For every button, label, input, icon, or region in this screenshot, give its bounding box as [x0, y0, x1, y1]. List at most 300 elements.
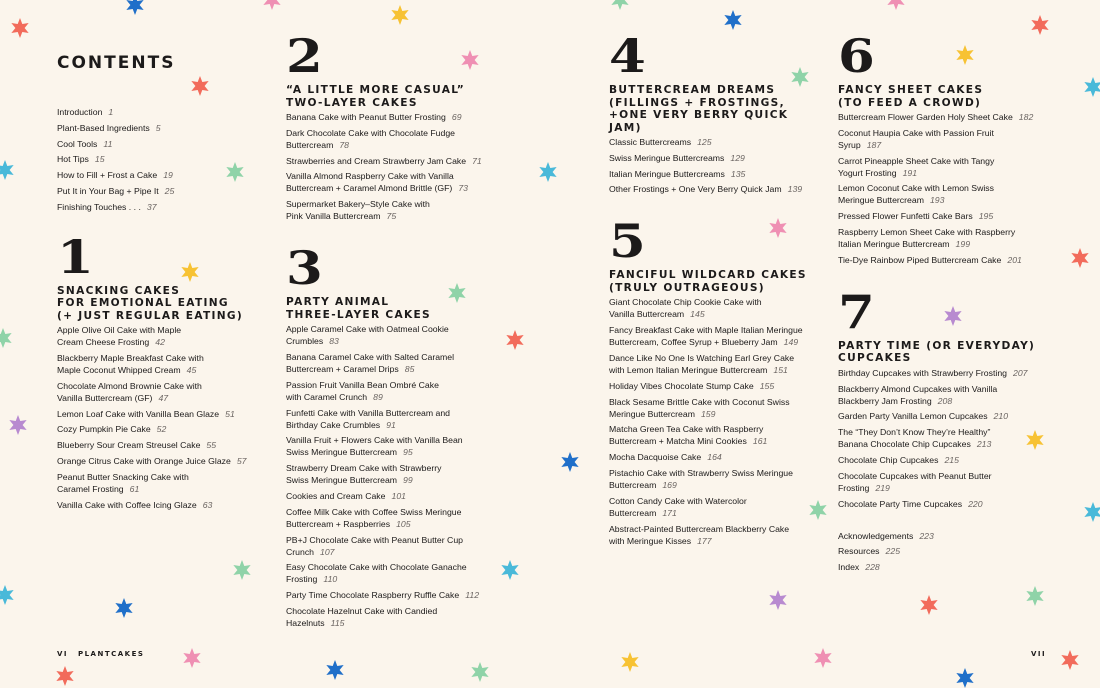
entry-title-line: Buttercream [609, 479, 657, 490]
entry-title-line: Buttercream [609, 507, 657, 518]
entry-title-line: with Lemon Italian Meringue Buttercream [609, 364, 768, 375]
book-title: PLANTCAKES [77, 650, 145, 658]
entry-title-line: Lemon Loaf Cake with Vanilla Bean Glaze [57, 408, 220, 419]
chapter-title-line: (+ JUST REGULAR EATING) [57, 309, 244, 322]
toc-entry [609, 183, 819, 195]
entry-title-line: Vanilla Fruit + Flowers Cake with Vanilla Bean [286, 435, 463, 446]
entry-page-number: 101 [391, 490, 406, 501]
chapter-title-line: (FILLINGS + FROSTINGS, [609, 96, 785, 109]
entry-title-line: Buttercream Flower Garden Holy Sheet Cake [838, 112, 1013, 122]
entry-title-line: Caramel Frosting [57, 483, 124, 494]
toc-entry [286, 589, 501, 601]
entry-title-line: Banana Cake with Peanut Butter Frosting [286, 112, 446, 122]
toc-entry [286, 434, 501, 458]
toc-entry [609, 396, 819, 420]
toc-entry [286, 561, 501, 585]
entry-title-line: Passion Fruit Vanilla Bean Ombré Cake [286, 379, 439, 390]
column-3 [609, 29, 819, 550]
toc-entry [838, 498, 1058, 510]
toc-entry [609, 168, 819, 180]
entry-title-line: Put It in Your Bag + Pipe It [57, 185, 159, 196]
star-icon [560, 452, 580, 472]
column-4 [838, 29, 1058, 577]
star-icon [620, 652, 640, 672]
entry-title-line: Dance Like No One Is Watching Earl Grey Cake [609, 352, 795, 363]
entry-title-line: Strawberries and Cream Strawberry Jam Cake [286, 155, 467, 166]
entry-title-line: Index [838, 562, 860, 573]
entry-title-line: Matcha Green Tea Cake with Raspberry [609, 424, 764, 435]
entry-page-number: 187 [866, 139, 882, 150]
toc-entry [838, 410, 1058, 422]
entry-title-line: Peanut Butter Snacking Cake with [57, 471, 189, 482]
toc-entry [57, 455, 262, 467]
star-icon [919, 595, 939, 615]
entry-page-number: 91 [386, 419, 396, 430]
entry-title-line: Frosting [838, 482, 870, 493]
toc-entry [57, 423, 262, 435]
toc-entry [286, 534, 501, 558]
entry-title-line: Chocolate Hazelnut Cake with Candied [286, 605, 438, 616]
toc-entry [609, 152, 819, 164]
toc-entry [838, 155, 1058, 179]
entry-title-line: Orange Citrus Cake with Orange Juice Glaze [57, 456, 231, 467]
star-icon [55, 666, 75, 686]
entry-title-line: Meringue Buttercream [838, 195, 924, 206]
entry-title-line: Vanilla Buttercream (GF) [57, 392, 153, 403]
star-icon [325, 660, 345, 680]
chapter-title [609, 269, 819, 294]
entry-title-line: Blueberry Sour Cream Streusel Cake [57, 440, 201, 451]
chapter-6 [838, 29, 1058, 266]
entry-title-line: Cookies and Cream Cake [286, 490, 386, 501]
entry-title-line: Birthday Cupcakes with Strawberry Frosting [838, 367, 1007, 378]
entry-title-line: Cool Tools [57, 138, 98, 149]
chapter-title-line: PARTY ANIMAL [286, 296, 390, 309]
entry-page-number: 112 [465, 590, 480, 601]
chapter-title-line: THREE-LAYER CAKES [286, 308, 431, 321]
chapter-title [286, 296, 501, 321]
entry-title-line: Crumbles [286, 336, 324, 347]
entry-page-number: 135 [730, 168, 746, 179]
entry-title-line: Italian Meringue Buttercream [838, 238, 950, 249]
star-icon [182, 648, 202, 668]
entry-page-number: 37 [146, 201, 157, 212]
toc-entry [57, 380, 262, 404]
toc-entry [609, 451, 819, 463]
entry-title-line: Apple Caramel Cake with Oatmeal Cookie [286, 324, 449, 335]
entry-title-line: Swiss Meringue Buttercream [286, 475, 398, 486]
entry-page-number: 57 [236, 456, 247, 467]
entry-page-number: 115 [330, 617, 345, 628]
chapter-number: 4 [609, 29, 646, 83]
entry-page-number: 201 [1007, 254, 1022, 265]
entry-page-number: 55 [206, 440, 217, 451]
entry-page-number: 107 [320, 546, 335, 557]
entry-title-line: Other Frostings + One Very Berry Quick Jam [609, 184, 782, 195]
entry-title-line: Banana Chocolate Chip Cupcakes [838, 439, 971, 450]
star-icon [610, 0, 630, 10]
chapter-title [286, 84, 501, 109]
toc-entry [286, 170, 501, 194]
toc-entry [57, 138, 262, 150]
star-icon [1083, 77, 1100, 97]
entry-title-line: Coffee Milk Cake with Coffee Swiss Meringue [286, 506, 462, 517]
intro-list [57, 106, 262, 213]
entry-title-line: Frosting [286, 574, 318, 585]
chapter-title-line: CUPCAKES [838, 352, 912, 365]
entry-title-line: Buttercream + Caramel Almond Brittle (GF) [286, 183, 453, 194]
entry-title-line: How to Fill + Frost a Cake [57, 170, 158, 181]
entry-page-number: 71 [472, 155, 482, 166]
entry-page-number: 42 [155, 337, 165, 348]
entry-title-line: PB+J Chocolate Cake with Peanut Butter Cup [286, 534, 463, 545]
entry-page-number: 52 [156, 424, 167, 435]
chapter-title [838, 340, 1058, 365]
entry-title-line: Coconut Haupia Cake with Passion Fruit [838, 127, 994, 138]
toc-entry [286, 198, 501, 222]
entry-title-line: The “They Don’t Know They’re Healthy” [838, 427, 991, 438]
chapter-2 [286, 29, 501, 222]
star-icon [768, 590, 788, 610]
toc-entry [286, 462, 501, 486]
toc-entry [286, 111, 501, 123]
toc-entry [838, 111, 1058, 123]
toc-entry [57, 439, 262, 451]
entry-page-number: 220 [968, 498, 983, 509]
entry-title-line: Carrot Pineapple Sheet Cake with Tangy [838, 155, 995, 166]
entry-page-number: 155 [759, 380, 775, 391]
entry-title-line: Fancy Breakfast Cake with Maple Italian Meringue [609, 325, 803, 336]
star-icon [232, 560, 252, 580]
entry-page-number: 5 [155, 122, 161, 133]
entry-title-line: Blackberry Almond Cupcakes with Vanilla [838, 383, 998, 394]
chapter-title-line: FANCY SHEET CAKES [838, 84, 984, 96]
entry-page-number: 191 [902, 167, 918, 178]
entry-title-line: Blackberry Jam Frosting [838, 395, 932, 406]
footer-left [57, 650, 144, 658]
entry-page-number: 19 [163, 170, 173, 181]
entry-page-number: 61 [129, 483, 140, 494]
toc-entry [57, 324, 262, 348]
column-1 [57, 53, 262, 514]
toc-entry [57, 201, 262, 213]
entry-page-number: 89 [373, 391, 383, 402]
entry-title-line: Banana Caramel Cake with Salted Caramel [286, 351, 455, 362]
chapter-title-line: +ONE VERY BERRY QUICK JAM) [609, 109, 789, 134]
toc-entry [838, 426, 1058, 450]
star-icon [390, 5, 410, 25]
toc-entry [286, 323, 501, 347]
chapter-title-line: FOR EMOTIONAL EATING [57, 297, 229, 310]
entry-title-line: with Caramel Crunch [286, 391, 368, 402]
entry-page-number: 164 [707, 452, 722, 463]
entry-title-line: Meringue Buttercream [609, 408, 695, 419]
entry-title-line: Chocolate Chip Cupcakes [838, 454, 939, 465]
entry-title-line: Resources [838, 546, 880, 557]
toc-entry [838, 454, 1058, 466]
entry-title-line: Buttercream + Raspberries [286, 518, 391, 529]
star-icon [1030, 15, 1050, 35]
entry-page-number: 215 [944, 454, 959, 465]
entry-title-line: Chocolate Cupcakes with Peanut Butter [838, 470, 992, 481]
chapter-title-line: “A LITTLE MORE CASUAL” [286, 84, 466, 96]
entry-title-line: Lemon Coconut Cake with Lemon Swiss [838, 183, 994, 194]
back-matter-list [838, 530, 1058, 574]
entry-page-number: 15 [94, 154, 105, 165]
star-icon [0, 160, 15, 180]
entry-page-number: 219 [875, 482, 890, 493]
entry-page-number: 151 [773, 364, 788, 375]
star-icon [8, 415, 28, 435]
star-icon [1060, 650, 1080, 670]
toc-entry [286, 155, 501, 167]
entry-page-number: 195 [978, 211, 994, 222]
entry-page-number: 78 [339, 139, 349, 150]
entry-title-line: Introduction [57, 107, 103, 117]
entry-page-number: 125 [697, 137, 712, 147]
entry-page-number: 85 [404, 363, 415, 374]
toc-entry [838, 470, 1058, 494]
entry-title-line: Cream Cheese Frosting [57, 337, 150, 348]
toc-entry [609, 352, 819, 376]
column-2 [286, 29, 501, 633]
chapter-number: 1 [57, 229, 94, 284]
toc-entry [609, 380, 819, 392]
page-number-right: VII [1031, 650, 1047, 658]
toc-entry [838, 367, 1058, 379]
entry-page-number: 213 [976, 439, 992, 450]
entry-page-number: 47 [158, 392, 169, 403]
toc-entry [838, 383, 1058, 407]
entry-title-line: Buttercream + Matcha Mini Cookies [609, 436, 747, 447]
toc-entry [286, 351, 501, 375]
entry-title-line: with Meringue Kisses [609, 535, 692, 546]
entry-title-line: Supermarket Bakery–Style Cake with [286, 199, 430, 210]
entry-page-number: 182 [1018, 112, 1034, 122]
entry-page-number: 171 [662, 507, 677, 518]
entry-page-number: 223 [919, 530, 934, 541]
entry-page-number: 63 [202, 499, 213, 510]
entry-title-line: Finishing Touches . . . [57, 201, 141, 212]
entry-page-number: 199 [955, 238, 971, 249]
entry-page-number: 99 [403, 475, 413, 486]
star-icon [0, 328, 13, 348]
toc-entry [609, 136, 819, 148]
toc-entry [286, 605, 501, 629]
toc-entry [57, 352, 262, 376]
entry-title-line: Giant Chocolate Chip Cookie Cake with [609, 297, 762, 308]
toc-entry [838, 545, 1058, 557]
entry-page-number: 159 [700, 408, 716, 419]
entry-title-line: Plant-Based Ingredients [57, 122, 150, 133]
chapter-title [609, 84, 819, 134]
entry-title-line: Cozy Pumpkin Pie Cake [57, 424, 151, 435]
toc-entry [609, 467, 819, 491]
chapter-title-line: (TRULY OUTRAGEOUS) [609, 281, 765, 294]
entry-title-line: Apple Olive Oil Cake with Maple [57, 325, 182, 336]
star-icon [723, 10, 743, 30]
entry-title-line: Italian Meringue Buttercreams [609, 168, 725, 179]
entry-title-line: Cotton Candy Cake with Watercolor [609, 495, 747, 506]
entry-title-line: Syrup [838, 139, 861, 150]
chapter-title-line: SNACKING CAKES [57, 284, 181, 297]
entry-page-number: 110 [323, 574, 338, 585]
entry-title-line: Pink Vanilla Buttercream [286, 211, 381, 222]
star-icon [1070, 248, 1090, 268]
toc-entry [609, 296, 819, 320]
footer-right [1031, 650, 1046, 658]
entry-title-line: Vanilla Buttercream [609, 309, 685, 320]
entry-title-line: Hazelnuts [286, 617, 325, 628]
entry-page-number: 208 [937, 395, 953, 406]
entry-title-line: Birthday Cake Crumbles [286, 419, 381, 430]
star-icon [1025, 586, 1045, 606]
chapter-title-line: BUTTERCREAM DREAMS [609, 84, 776, 96]
toc-entry [57, 185, 262, 197]
star-icon [470, 662, 490, 682]
entry-title-line: Black Sesame Brittle Cake with Coconut Swiss [609, 396, 790, 407]
toc-entry [57, 153, 262, 165]
toc-entry [609, 495, 819, 519]
entry-page-number: 228 [865, 562, 880, 573]
star-icon [955, 668, 975, 688]
entry-title-line: Pressed Flower Funfetti Cake Bars [838, 211, 973, 222]
entry-page-number: 75 [386, 211, 397, 222]
chapter-number: 2 [286, 29, 323, 83]
entry-title-line: Swiss Meringue Buttercreams [609, 152, 725, 163]
entry-title-line: Mocha Dacquoise Cake [609, 452, 702, 463]
toc-entry [609, 423, 819, 447]
toc-entry [838, 530, 1058, 542]
star-icon [813, 648, 833, 668]
toc-entry [838, 226, 1058, 250]
entry-page-number: 51 [225, 408, 235, 419]
toc-entry [286, 127, 501, 151]
entry-title-line: Easy Chocolate Cake with Chocolate Ganache [286, 562, 467, 573]
entry-title-line: Maple Coconut Whipped Cream [57, 365, 181, 376]
entry-page-number: 149 [783, 337, 799, 348]
entry-title-line: Chocolate Almond Brownie Cake with [57, 380, 202, 391]
chapter-title-line: (TO FEED A CROWD) [838, 96, 982, 109]
entry-page-number: 161 [752, 436, 768, 447]
entry-title-line: Vanilla Cake with Coffee Icing Glaze [57, 499, 197, 510]
toc-entry [57, 106, 262, 118]
contents-title: CONTENTS [57, 53, 176, 73]
entry-page-number: 169 [662, 479, 677, 490]
chapter-number: 3 [286, 241, 323, 296]
star-icon [1083, 502, 1100, 522]
star-icon [125, 0, 145, 15]
entry-title-line: Raspberry Lemon Sheet Cake with Raspberry [838, 226, 1016, 237]
entry-page-number: 207 [1013, 367, 1028, 378]
chapter-number: 5 [609, 214, 646, 269]
entry-title-line: Swiss Meringue Buttercream [286, 447, 398, 458]
chapter-title-line: FANCIFUL WILDCARD CAKES [609, 269, 807, 282]
entry-page-number: 11 [103, 138, 113, 149]
entry-title-line: Funfetti Cake with Vanilla Buttercream and [286, 407, 451, 418]
toc-entry [286, 407, 501, 431]
chapter-3 [286, 241, 501, 629]
entry-page-number: 177 [697, 535, 712, 546]
page-number-left: VI [57, 650, 69, 658]
entry-page-number: 105 [396, 518, 411, 529]
entry-title-line: Chocolate Party Time Cupcakes [838, 498, 963, 509]
star-icon [538, 162, 558, 182]
entry-page-number: 210 [993, 411, 1009, 422]
star-icon [262, 0, 282, 10]
entry-title-line: Dark Chocolate Cake with Chocolate Fudge [286, 127, 456, 138]
star-icon [505, 330, 525, 350]
toc-entry [838, 254, 1058, 266]
toc-entry [286, 506, 501, 530]
toc-entry [838, 210, 1058, 222]
toc-entry [286, 379, 501, 403]
entry-page-number: 145 [690, 309, 705, 320]
entry-title-line: Holiday Vibes Chocolate Stump Cake [609, 380, 754, 391]
entry-page-number: 45 [186, 365, 197, 376]
entry-title-line: Party Time Chocolate Raspberry Ruffle Cake [286, 590, 460, 601]
toc-entry [609, 523, 819, 547]
toc-entry [57, 499, 262, 511]
chapter-number: 7 [838, 284, 875, 339]
chapter-number: 6 [838, 29, 875, 83]
entry-title-line: Pistachio Cake with Strawberry Swiss Meringue [609, 467, 793, 478]
entry-title-line: Classic Buttercreams [609, 137, 692, 147]
entry-page-number: 25 [164, 185, 175, 196]
chapter-title-line: TWO-LAYER CAKES [286, 96, 418, 109]
entry-page-number: 139 [787, 184, 803, 195]
entry-page-number: 95 [403, 447, 413, 458]
entry-title-line: Buttercream [286, 139, 334, 150]
entry-page-number: 225 [885, 546, 901, 557]
entry-title-line: Buttercream + Caramel Drips [286, 363, 399, 374]
entry-page-number: 1 [108, 107, 114, 117]
star-icon [886, 0, 906, 10]
entry-title-line: Tie-Dye Rainbow Piped Buttercream Cake [838, 254, 1002, 265]
entry-title-line: Blackberry Maple Breakfast Cake with [57, 353, 204, 364]
entry-page-number: 193 [929, 195, 945, 206]
chapter-7 [838, 284, 1058, 510]
chapter-4 [609, 29, 819, 195]
entry-title-line: Hot Tips [57, 154, 89, 165]
entry-title-line: Garden Party Vanilla Lemon Cupcakes [838, 411, 988, 422]
entry-title-line: Buttercream, Coffee Syrup + Blueberry Jam [609, 337, 778, 348]
toc-entry [57, 122, 262, 134]
entry-page-number: 83 [329, 336, 339, 347]
toc-entry [609, 324, 819, 348]
toc-entry [838, 127, 1058, 151]
entry-title-line: Strawberry Dream Cake with Strawberry [286, 463, 442, 474]
star-icon [10, 18, 30, 38]
star-icon [0, 585, 15, 605]
chapter-title-line: PARTY TIME (OR EVERYDAY) [838, 339, 1036, 352]
entry-page-number: 129 [730, 152, 745, 163]
entry-title-line: Crunch [286, 546, 315, 557]
entry-title-line: Abstract-Painted Buttercream Blackberry Cake [609, 523, 790, 534]
toc-entry [838, 561, 1058, 573]
entry-page-number: 69 [451, 112, 462, 122]
chapter-5 [609, 214, 819, 546]
entry-title-line: Vanilla Almond Raspberry Cake with Vanilla [286, 171, 454, 182]
entry-title-line: Yogurt Frosting [838, 167, 897, 178]
entry-page-number: 73 [458, 183, 468, 194]
star-icon [114, 598, 134, 618]
entry-title-line: Acknowledgements [838, 530, 914, 541]
toc-entry [286, 490, 501, 502]
chapter-title [57, 285, 262, 323]
toc-entry [57, 408, 262, 420]
toc-entry [838, 182, 1058, 206]
